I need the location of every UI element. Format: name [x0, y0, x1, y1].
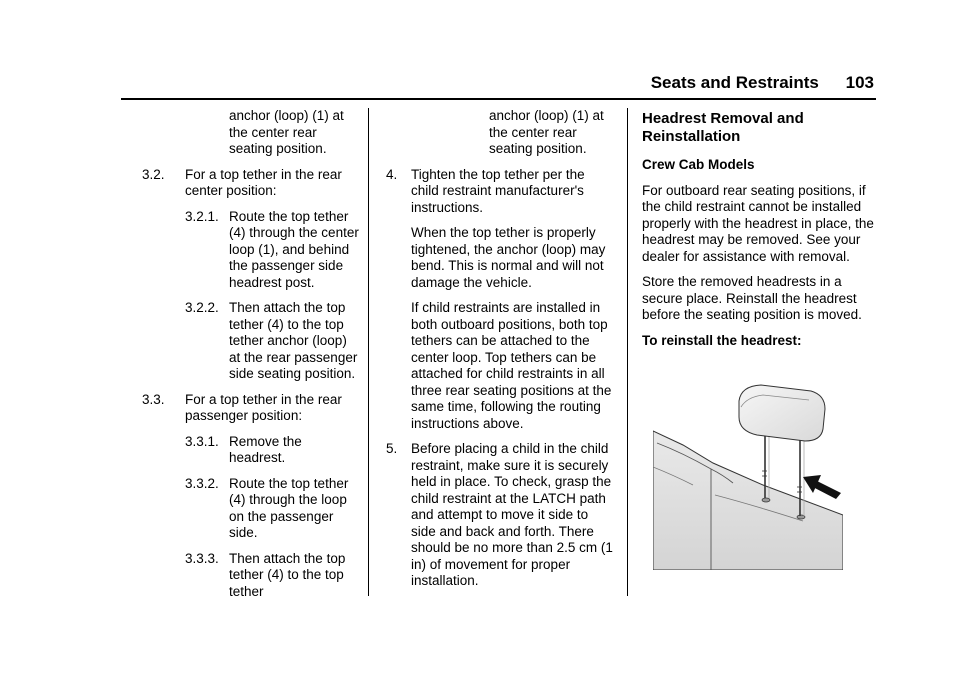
column-divider — [368, 108, 369, 596]
step-text: Then attach the top tether (4) to the top tether anchor (loop) at the rear passenger side seating position. — [229, 300, 358, 381]
step-number: 3.3.3. — [185, 550, 219, 566]
step-text: Then attach the top tether (4) to the top tether — [229, 550, 346, 599]
continuation-text: anchor (loop) (1) at the center rear seating position. — [489, 108, 604, 156]
step-number: 3.3. — [142, 391, 165, 407]
step-3-3-1 — [185, 434, 360, 467]
paragraph: Store the removed headrests in a secure place. Reinstall the headrest before the seating position is moved. — [642, 274, 862, 322]
headrest-illustration — [653, 383, 843, 570]
step-4-note: When the top tether is properly tightened, the anchor (loop) may bend. This is normal and will not damage the vehicle. — [411, 225, 606, 290]
arrow-icon — [803, 475, 841, 499]
running-header — [651, 73, 874, 93]
step-5 — [386, 441, 616, 590]
step-text: For a top tether in the rear center position: — [185, 166, 342, 198]
column-2 — [386, 108, 616, 599]
step-number: 3.2.2. — [185, 300, 219, 315]
column-divider — [627, 108, 628, 596]
step-number: 5. — [386, 441, 398, 456]
continuation-text: anchor (loop) (1) at the center rear seating position. — [229, 108, 344, 156]
step-4-note: If child restraints are installed in both outboard positions, both top tethers can be attached to the center loop. Top tethers can be attached for child restraints in all three rear seating positions at the same time, following the routing instructions above. — [411, 300, 612, 431]
column-1 — [142, 108, 360, 609]
step-text: For a top tether in the rear passenger position: — [185, 391, 342, 423]
step-number: 3.2. — [142, 166, 165, 182]
section-title: Seats and Restraints — [650, 73, 819, 92]
step-3-2 — [142, 167, 360, 200]
step-number: 4. — [386, 166, 398, 182]
step-3-2-1 — [185, 209, 360, 292]
section-heading: Headrest Removal and Reinstallation — [642, 110, 804, 145]
step-text: Route the top tether (4) through the loop on the passenger side. — [229, 475, 349, 540]
instruction-lead: To reinstall the headrest: — [642, 332, 802, 348]
step-text: Before placing a child in the child restraint, make sure it is securely held in place. To check, grasp the child restraint at the LATCH path and attempt to move it side to side and back and forth. There should be no more than 2.5 cm (1 in) of movement for proper installation. — [411, 441, 613, 588]
step-3-2-2 — [185, 300, 360, 383]
page-number: 103 — [845, 73, 874, 92]
step-number: 3.3.1. — [185, 433, 219, 449]
step-text: Remove the headrest. — [229, 433, 302, 465]
column-3 — [642, 108, 876, 358]
subheading: Crew Cab Models — [642, 157, 755, 172]
step-3-3 — [142, 392, 360, 425]
header-rule — [121, 98, 876, 100]
step-text: Tighten the top tether per the child restraint manufacturer's instructions. — [411, 166, 585, 215]
step-3-3-2 — [185, 476, 360, 542]
step-4 — [386, 167, 616, 217]
step-text: Route the top tether (4) through the center loop (1), and behind the passenger side headrest post. — [229, 208, 359, 290]
step-number: 3.2.1. — [185, 208, 219, 224]
step-number: 3.3.2. — [185, 475, 219, 491]
step-3-3-3 — [185, 551, 360, 601]
paragraph: For outboard rear seating positions, if the child restraint cannot be installed properly with the headrest in place, the headrest may be removed. See your dealer for assistance with removal. — [642, 182, 874, 264]
